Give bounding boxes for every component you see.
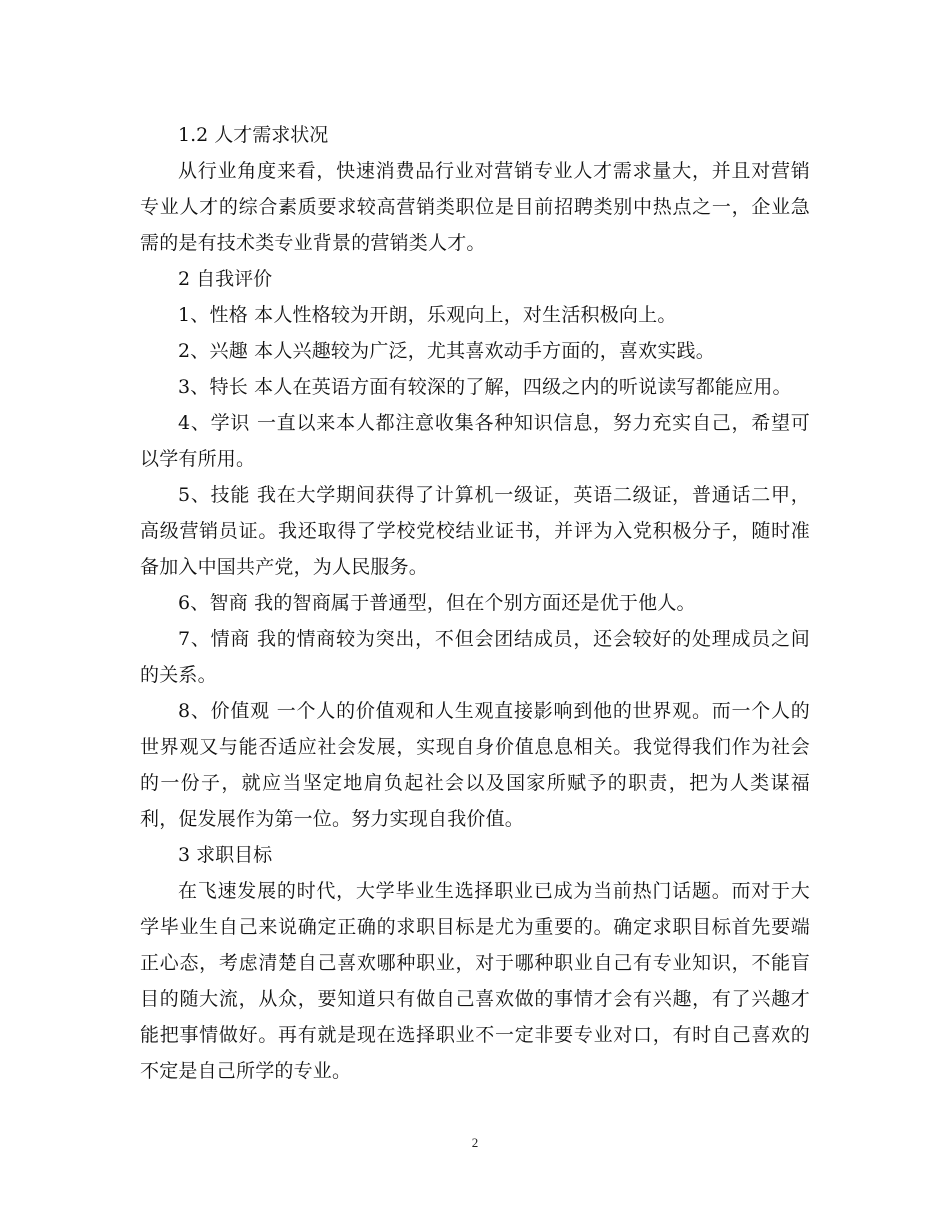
paragraph: 3、特长 本人在英语方面有较深的了解，四级之内的听说读写都能应用。	[178, 376, 792, 398]
section-heading: 2 自我评价	[178, 268, 273, 290]
paragraph: 2、兴趣 本人兴趣较为广泛，尤其喜欢动手方面的，喜欢实践。	[178, 340, 715, 362]
paragraph: 从行业角度来看，快速消费品行业对营销专业人才需求量大，并且对营销专业人才的综合素质要求较高营销类职位是目前招聘类别中热点之一，企业急需的是有技术类专业背景的营销类人才。	[140, 160, 810, 254]
paragraph: 7、情商 我的情商较为突出，不但会团结成员，还会较好的处理成员之间的关系。	[140, 628, 810, 686]
page-number: 2	[471, 1135, 479, 1150]
paragraph: 1、性格 本人性格较为开朗，乐观向上，对生活积极向上。	[178, 304, 677, 326]
section-heading: 3 求职目标	[178, 844, 273, 866]
paragraph: 6、智商 我的智商属于普通型，但在个别方面还是优于他人。	[178, 592, 696, 614]
paragraph: 4、学识 一直以来本人都注意收集各种知识信息，努力充实自己，希望可以学有所用。	[140, 412, 810, 470]
document-body	[140, 117, 810, 1089]
paragraph: 在飞速发展的时代，大学毕业生选择职业已成为当前热门话题。而对于大学毕业生自己来说确定正确的求职目标是尤为重要的。确定求职目标首先要端正心态，考虑清楚自己喜欢哪种职业，对于哪种职业自己有专业知识，不能盲目的随大流，从众，要知道只有做自己喜欢做的事情才会有兴趣，有了兴趣才能把事情做好。再有就是现在选择职业不一定非要专业对口，有时自己喜欢的不定是自己所学的专业。	[140, 880, 810, 1082]
paragraph: 8、价值观 一个人的价值观和人生观直接影响到他的世界观。而一个人的世界观又与能否适应社会发展，实现自身价值息息相关。我觉得我们作为社会的一份子，就应当坚定地肩负起社会以及国家所赋予的职责，把为人类谋福利，促发展作为第一位。努力实现自我价值。	[140, 700, 810, 830]
section-heading: 1.2 人才需求状况	[178, 124, 329, 146]
paragraph: 5、技能 我在大学期间获得了计算机一级证，英语二级证，普通话二甲，高级营销员证。我还取得了学校党校结业证书，并评为入党积极分子，随时准备加入中国共产党，为人民服务。	[140, 484, 810, 578]
